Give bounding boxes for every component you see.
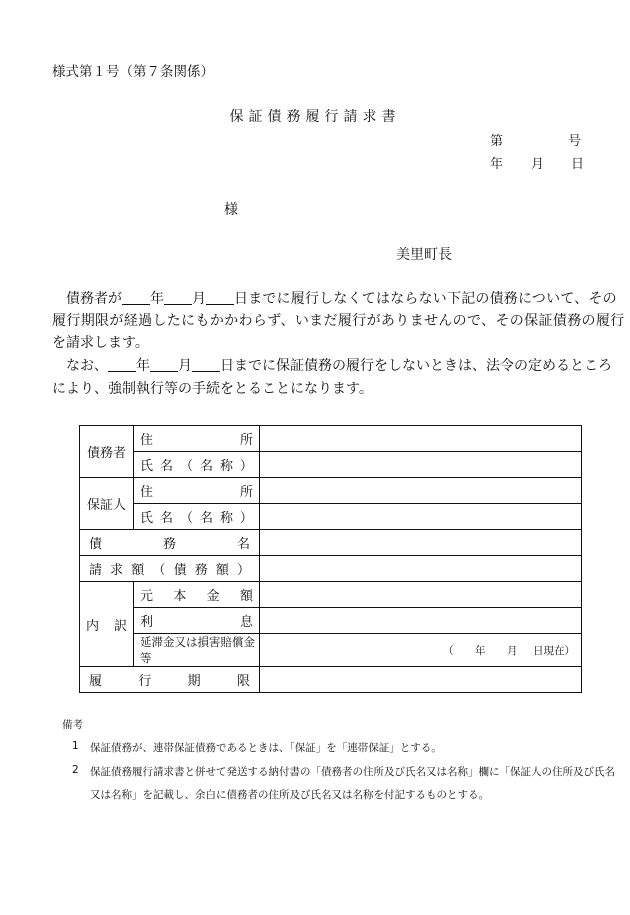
guarantor-address-field[interactable]: [260, 478, 582, 504]
notes-heading: 備考: [62, 719, 83, 731]
note-2-text: 保証債務履行請求書と併せて発送する納付書の「債務者の住所及び氏名又は名称」欄に「保証人の住所及び氏名: [90, 766, 615, 778]
document-title: 保証債務履行請求書: [229, 109, 401, 125]
addressee-suffix: 様: [224, 202, 238, 218]
para1-text-c: 月: [192, 291, 206, 307]
debtor-name-field[interactable]: [260, 452, 582, 478]
debtor-label: 債務者: [80, 426, 134, 478]
guarantor-label: 保証人: [80, 478, 134, 530]
date-year: 年: [490, 157, 504, 172]
para2-line2: により、強制執行等の手続をとることになります。: [52, 381, 373, 397]
number-go: 号: [568, 134, 582, 149]
debtor-address-field[interactable]: [260, 426, 582, 452]
breakdown-label: 内 訳: [80, 582, 134, 667]
para2-text-d: 日までに保証債務の履行をしないときは、法令の定めるところ: [220, 358, 612, 374]
blank-line: [164, 290, 192, 305]
para1-line2: 履行期限が経過したにもかかわらず、いまだ履行がありませんので、その保証債務の履行: [52, 313, 625, 329]
number-dai: 第: [490, 134, 504, 149]
claim-amount-field[interactable]: [260, 556, 582, 582]
form-number: 様式第１号（第７条関係）: [52, 64, 214, 80]
para2-text-a: なお、: [66, 358, 108, 374]
para1-text-d: 日までに履行しなくてはならない下記の債務について、その: [234, 291, 617, 307]
note-2-continuation: 又は名称」を記載し、余白に債務者の住所及び氏名又は名称を付記するものとする。: [90, 789, 489, 801]
late-charges-field[interactable]: （ 年 月 日現在）: [260, 634, 582, 667]
claim-amount-label: 請 求 額 （ 債 務 額 ）: [80, 556, 260, 582]
para2-line1: [66, 355, 612, 378]
debt-name-field[interactable]: [260, 530, 582, 556]
claim-table: [79, 425, 582, 693]
interest-label: 利 息: [134, 608, 260, 634]
blank-line: [206, 290, 234, 305]
issuer: 美里町長: [396, 247, 452, 263]
note-2-number: 2: [72, 764, 79, 776]
note-1-text: 保証債務が、連帯保証債務であるときは、「保証」を「連帯保証」とする。: [90, 742, 442, 754]
para2-text-b: 年: [136, 358, 150, 374]
guarantor-address-label: 住 所: [134, 478, 260, 504]
blank-line: [108, 357, 136, 372]
deadline-field[interactable]: [260, 667, 582, 693]
blank-line: [192, 357, 220, 372]
para1-text-a: 債務者が: [66, 291, 122, 307]
guarantor-name-label: 氏 名 （ 名 称 ）: [134, 504, 260, 530]
debt-name-label: 債 務 名: [80, 530, 260, 556]
debtor-name-label: 氏 名 （ 名 称 ）: [134, 452, 260, 478]
principal-label: 元 本 金 額: [134, 582, 260, 608]
late-charges-label: 延滞金又は損害賠償金等: [134, 634, 260, 667]
interest-field[interactable]: [260, 608, 582, 634]
blank-line: [150, 357, 178, 372]
principal-field[interactable]: [260, 582, 582, 608]
para1-line1: [66, 288, 617, 311]
para2-text-c: 月: [178, 358, 192, 374]
date-month: 月: [531, 157, 545, 172]
debtor-address-label: 住 所: [134, 426, 260, 452]
para1-text-b: 年: [150, 291, 164, 307]
note-1-number: 1: [72, 740, 79, 752]
deadline-label: 履 行 期 限: [80, 667, 260, 693]
para1-line3: を請求します。: [52, 335, 149, 351]
date-day: 日: [571, 157, 585, 172]
guarantor-name-field[interactable]: [260, 504, 582, 530]
blank-line: [122, 290, 150, 305]
